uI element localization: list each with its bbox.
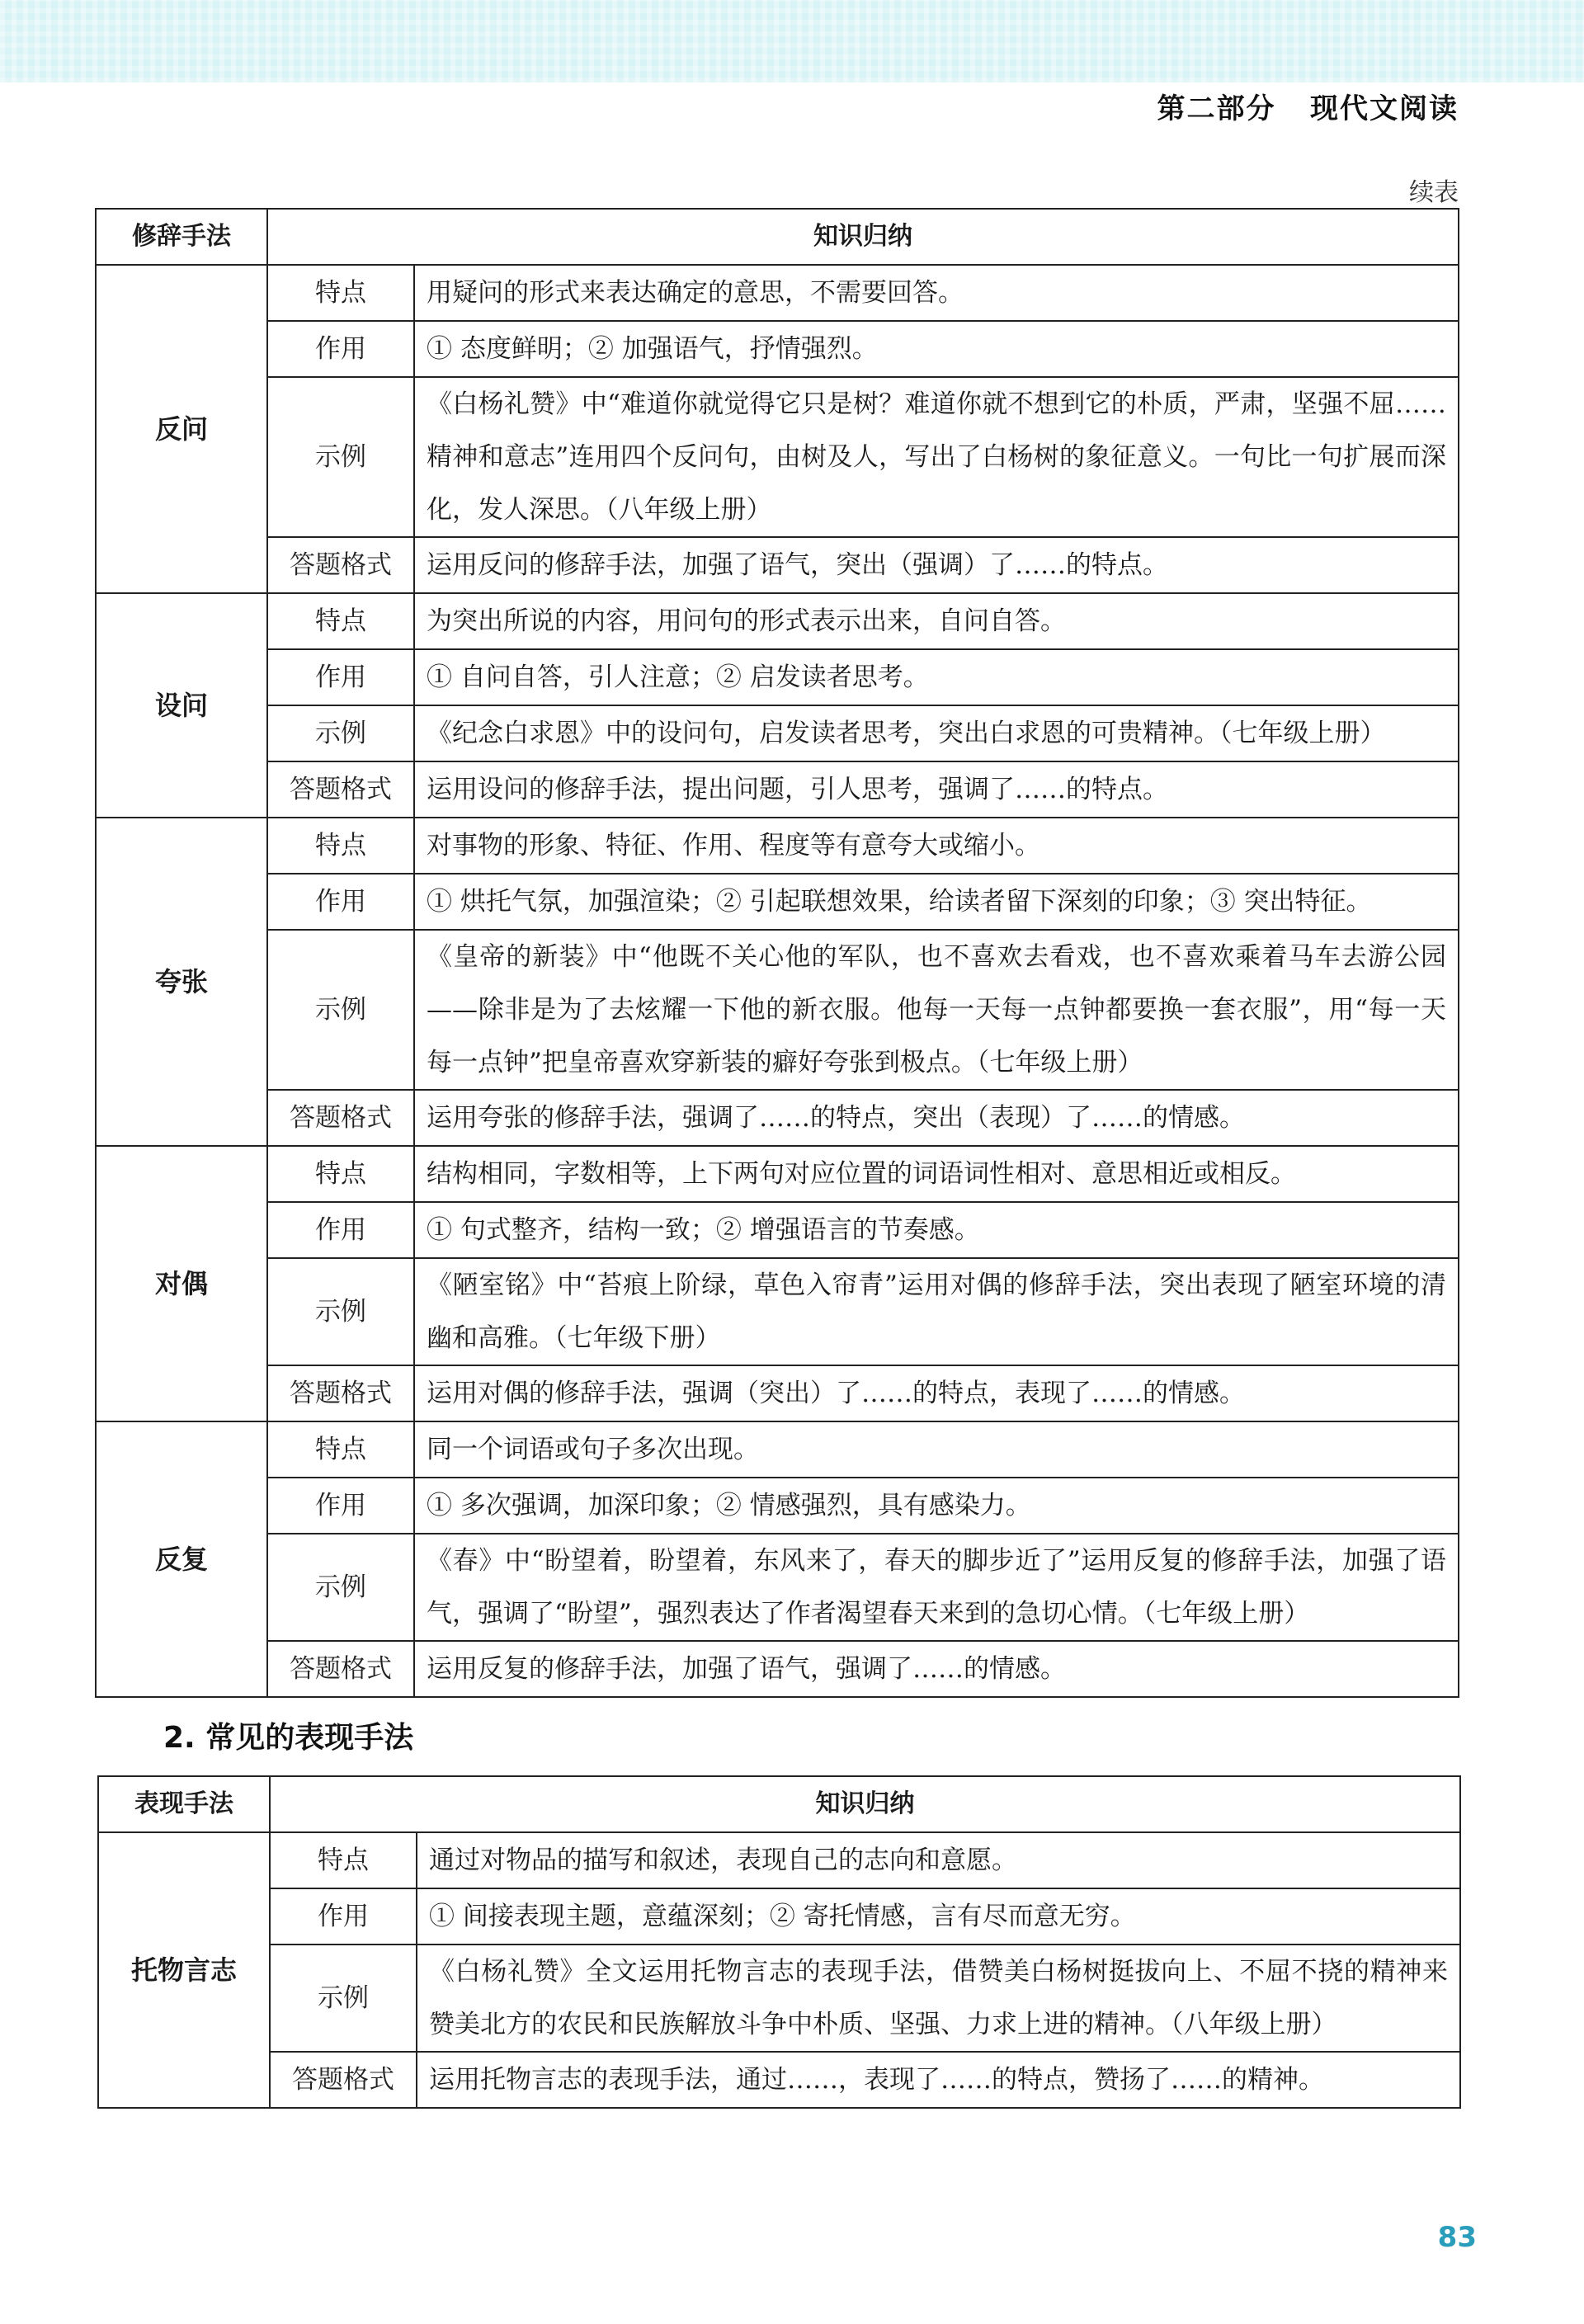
col-header-knowledge: 知识归纳 xyxy=(270,1776,1460,1832)
row-content: 运用反复的修辞手法，加强了语气，强调了……的情感。 xyxy=(414,1641,1459,1697)
row-label: 特点 xyxy=(267,265,414,321)
row-content: ① 句式整齐，结构一致；② 增强语言的节奏感。 xyxy=(414,1202,1459,1258)
row-label: 作用 xyxy=(267,1202,414,1258)
row-content: 《纪念白求恩》中的设问句，启发读者思考，突出白求恩的可贵精神。（七年级上册） xyxy=(414,705,1459,761)
row-content: ① 烘托气氛，加强渲染；② 引起联想效果，给读者留下深刻的印象；③ 突出特征。 xyxy=(414,874,1459,930)
row-label: 作用 xyxy=(267,649,414,705)
row-label: 特点 xyxy=(267,1421,414,1478)
header-section: 现代文阅读 xyxy=(1310,92,1459,125)
row-content: 为突出所说的内容，用问句的形式表示出来，自问自答。 xyxy=(414,593,1459,649)
row-label: 作用 xyxy=(270,1888,417,1945)
row-content: 同一个词语或句子多次出现。 xyxy=(414,1421,1459,1478)
row-label: 答题格式 xyxy=(270,2052,417,2108)
rhetoric-name: 设问 xyxy=(96,593,267,818)
row-label: 作用 xyxy=(267,1478,414,1534)
row-label: 答题格式 xyxy=(267,761,414,818)
row-label: 答题格式 xyxy=(267,537,414,593)
row-content: 用疑问的形式来表达确定的意思，不需要回答。 xyxy=(414,265,1459,321)
row-label: 示例 xyxy=(267,1534,414,1641)
page-header xyxy=(1157,86,1459,126)
row-label: 作用 xyxy=(267,874,414,930)
row-label: 特点 xyxy=(270,1832,417,1888)
row-label: 特点 xyxy=(267,593,414,649)
row-label: 特点 xyxy=(267,818,414,874)
row-content: 《白杨礼赞》全文运用托物言志的表现手法，借赞美白杨树挺拔向上、不屈不挠的精神来赞美北方的农民和民族解放斗争中朴质、坚强、力求上进的精神。（八年级上册） xyxy=(417,1945,1460,2052)
row-content: 通过对物品的描写和叙述，表现自己的志向和意愿。 xyxy=(417,1832,1460,1888)
row-label: 示例 xyxy=(267,705,414,761)
row-content: 运用托物言志的表现手法，通过……，表现了……的特点，赞扬了……的精神。 xyxy=(417,2052,1460,2108)
col-header-method: 表现手法 xyxy=(98,1776,270,1832)
row-content: ① 间接表现主题，意蕴深刻；② 寄托情感，言有尽而意无穷。 xyxy=(417,1888,1460,1945)
row-label: 示例 xyxy=(270,1945,417,2052)
row-content: 运用设问的修辞手法，提出问题，引人思考，强调了……的特点。 xyxy=(414,761,1459,818)
row-label: 示例 xyxy=(267,377,414,537)
row-label: 答题格式 xyxy=(267,1090,414,1146)
rhetoric-name: 反复 xyxy=(96,1421,267,1697)
row-label: 答题格式 xyxy=(267,1365,414,1421)
row-content: 结构相同，字数相等，上下两句对应位置的词语词性相对、意思相近或相反。 xyxy=(414,1146,1459,1202)
row-label: 示例 xyxy=(267,1258,414,1365)
row-content: 对事物的形象、特征、作用、程度等有意夸大或缩小。 xyxy=(414,818,1459,874)
rhetoric-name: 夸张 xyxy=(96,818,267,1146)
row-content: 《皇帝的新装》中“他既不关心他的军队，也不喜欢去看戏，也不喜欢乘着马车去游公园——除非是为了去炫耀一下他的新衣服。他每一天每一点钟都要换一套衣服”，用“每一天每一点钟”把皇帝喜欢穿新装的癖好夸张到极点。（七年级上册） xyxy=(414,930,1459,1090)
row-content: ① 态度鲜明；② 加强语气，抒情强烈。 xyxy=(414,321,1459,377)
row-content: 运用夸张的修辞手法，强调了……的特点，突出（表现）了……的情感。 xyxy=(414,1090,1459,1146)
row-label: 特点 xyxy=(267,1146,414,1202)
rhetoric-name: 对偶 xyxy=(96,1146,267,1421)
expression-table xyxy=(97,1775,1461,2109)
row-label: 示例 xyxy=(267,930,414,1090)
section-heading: 2. 常见的表现手法 xyxy=(163,1721,414,1755)
row-content: ① 自问自答，引人注意；② 启发读者思考。 xyxy=(414,649,1459,705)
row-content: ① 多次强调，加深印象；② 情感强烈，具有感染力。 xyxy=(414,1478,1459,1534)
technique-name: 托物言志 xyxy=(98,1832,270,2108)
page-number: 83 xyxy=(1437,2221,1477,2254)
header-band xyxy=(0,0,1584,82)
row-content: 《春》中“盼望着，盼望着，东风来了，春天的脚步近了”运用反复的修辞手法，加强了语气，强调了“盼望”，强烈表达了作者渴望春天来到的急切心情。（七年级上册） xyxy=(414,1534,1459,1641)
header-part: 第二部分 xyxy=(1157,92,1276,125)
row-content: 运用反问的修辞手法，加强了语气，突出（强调）了……的特点。 xyxy=(414,537,1459,593)
row-content: 《陋室铭》中“苔痕上阶绿，草色入帘青”运用对偶的修辞手法，突出表现了陋室环境的清幽和高雅。（七年级下册） xyxy=(414,1258,1459,1365)
rhetoric-name: 反问 xyxy=(96,265,267,593)
row-content: 《白杨礼赞》中“难道你就觉得它只是树？难道你就不想到它的朴质，严肃，坚强不屈……精神和意志”连用四个反问句，由树及人，写出了白杨树的象征意义。一句比一句扩展而深化，发人深思。（八年级上册） xyxy=(414,377,1459,537)
row-content: 运用对偶的修辞手法，强调（突出）了……的特点，表现了……的情感。 xyxy=(414,1365,1459,1421)
continued-label: 续表 xyxy=(1409,178,1459,207)
col-header-method: 修辞手法 xyxy=(96,209,267,265)
row-label: 作用 xyxy=(267,321,414,377)
col-header-knowledge: 知识归纳 xyxy=(267,209,1459,265)
rhetoric-table xyxy=(95,208,1459,1698)
row-label: 答题格式 xyxy=(267,1641,414,1697)
